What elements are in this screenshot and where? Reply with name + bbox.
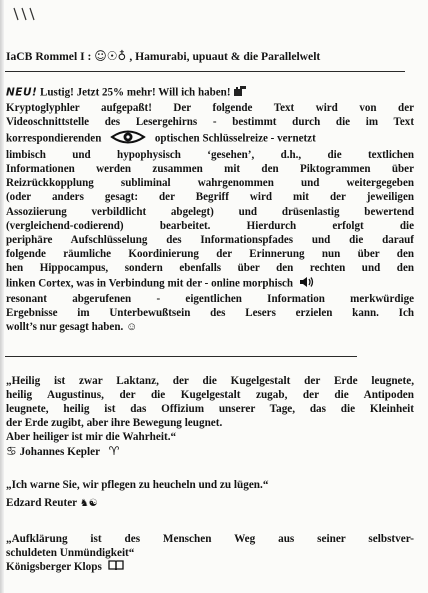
- intro-line: Informationen werden zusammen mit den Piktogrammen über: [6, 163, 414, 176]
- intro-line: Assoziierung verbildlicht abgelegt) und drüsenlastig bewertend: [6, 205, 414, 218]
- quote-line: schuldeten Unmündigkeit“: [6, 547, 135, 560]
- intro-line: folgende räumliche Koordinierung der Erinnerung nun über den: [6, 248, 414, 261]
- quote-line: Aber heiliger ist mir die Wahrheit.“: [6, 431, 177, 444]
- heading-prefix: IaCB Rommel I :: [6, 50, 92, 63]
- quote-line: der Erde zugibt, aber ihre Bewegung leugnet.: [6, 417, 223, 430]
- intro-paragraph: [6, 85, 414, 334]
- chess-yin-yang-icon: ♞☯: [79, 498, 98, 510]
- quote-line: heilig Augustinus, der die Kugelgestalt zugab, der die Antipoden: [6, 389, 414, 402]
- intro-line: Kryptoglyphler aufgepaßt! Der folgende Text wird von der: [6, 102, 414, 115]
- intro-line: NEU! Lustig! Jetzt 25% mehr! Will ich haben!: [6, 85, 414, 101]
- intro-line: limbisch und hypophysisch ‘gesehen’, d.h., die textlichen: [6, 148, 414, 161]
- intro-line: hen Hippocampus, sondern ebenfalls über den rechten und den: [6, 262, 414, 275]
- aries-sign-icon: ♈: [108, 444, 120, 459]
- intro-line: periphäre Aufschlüsselung des Informationspfades und die darauf: [6, 234, 414, 247]
- quote-klops: [6, 532, 414, 575]
- quote-line: leugnete, heilig ist das Offizium unserer Tage, das die Kleinheit: [6, 403, 414, 416]
- neu-label: NEU!: [6, 86, 38, 99]
- intro-line: (oder anders gesagt: der Begriff wird mit der jeweiligen: [6, 191, 414, 204]
- intro-line: linken Cortex, was in Verbindung mit der - online morphisch: [6, 276, 414, 292]
- quote-author: Edzard Reuter ♞☯: [6, 497, 98, 510]
- scan-edge: [0, 0, 4, 593]
- intro-line: resonant abgerufenen - eigentlichen Information merkwürdige: [6, 292, 414, 305]
- document-heading: [6, 49, 416, 63]
- intro-line: korrespondierenden optischen Schlüsselreize - vernetzt: [6, 130, 414, 148]
- quote-author: Königsberger Klops: [6, 560, 414, 575]
- intro-line: Reizrückkopplung subliminal wahrgenommen und weitergegeben: [6, 177, 414, 190]
- top-divider: [5, 71, 405, 72]
- speaker-icon: [299, 276, 315, 292]
- intro-line: Ergebnisse im Unterbewußtsein des Lesers erzielen kann. Ich: [6, 307, 414, 320]
- quote-kepler: [6, 374, 414, 460]
- quote-line: „Ich warne Sie, wir pflegen zu heucheln und zu lügen.“: [6, 479, 269, 491]
- book-icon: [108, 560, 124, 575]
- middle-divider: [5, 356, 357, 357]
- quote-line: „Aufklärung ist des Menschen Weg aus seiner selbstver-: [6, 533, 414, 545]
- quote-reuter: [6, 478, 414, 511]
- corner-marks: [12, 6, 48, 22]
- heading-symbols: ☺☉♁: [94, 49, 127, 63]
- quote-line: „Heilig ist zwar Laktanz, der die Kugelgestalt der Erde leugnete,: [6, 375, 414, 387]
- intro-line: wollt’s nur gesagt haben. ☺: [6, 321, 138, 334]
- eye-icon: [110, 130, 146, 148]
- hand-pointing-icon: [233, 85, 247, 101]
- cancer-sign-icon: ♋: [6, 444, 17, 459]
- heading-rest: , Hamurabi, upuaut & die Parallelwelt: [129, 50, 321, 63]
- intro-line: Videoschnittstelle des Lesergehirns - bestimmt durch die im Text: [6, 116, 414, 129]
- quote-author: ♋ Johannes Kepler ♈: [6, 444, 120, 459]
- intro-line: (vergleichend-codierend) bearbeitet. Hierdurch erfolgt die: [6, 219, 414, 232]
